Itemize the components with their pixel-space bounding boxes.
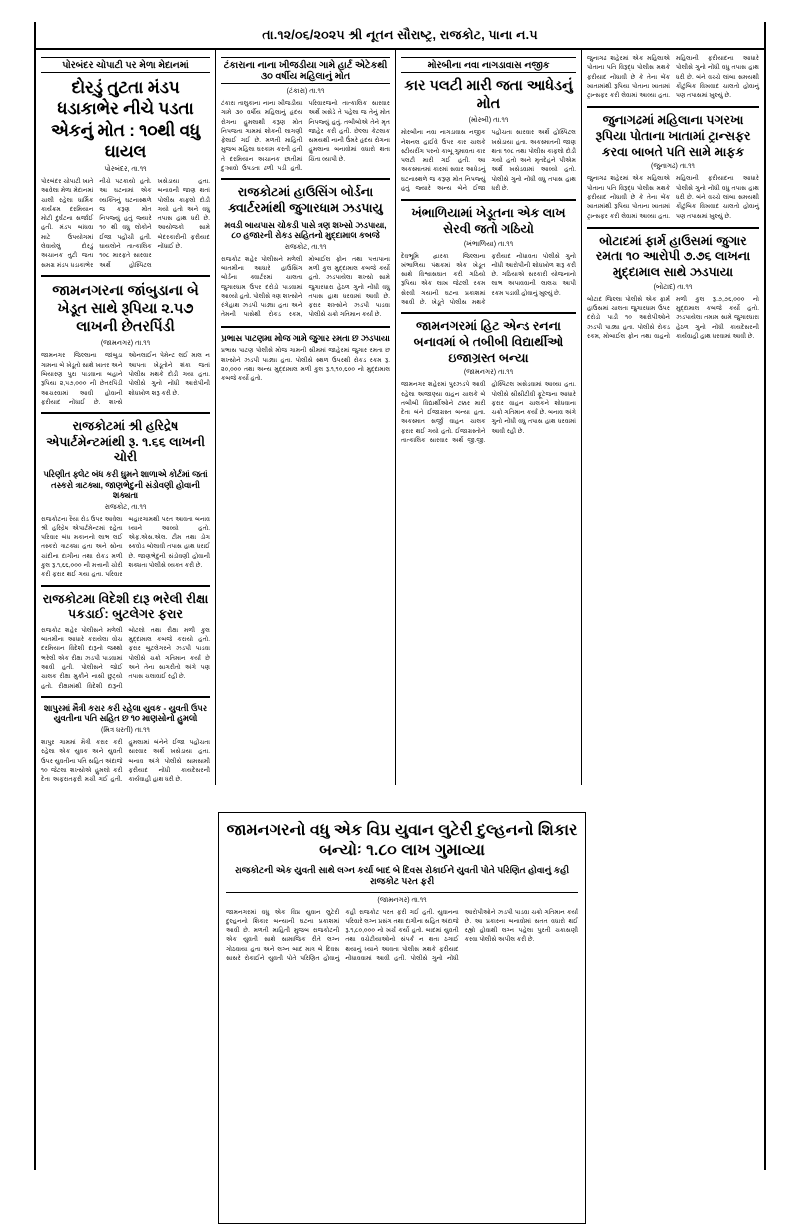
col3-headline: કાર પલટી મારી જતા આધેડનું મોત [404, 78, 573, 113]
col3-body-3 [401, 380, 576, 445]
divider [587, 227, 759, 229]
divider [221, 178, 390, 180]
divider [41, 275, 210, 277]
col3-byline-3: (જામનગર) તા.૧૧ [463, 369, 514, 377]
col1-text-1: પોરબંદર ચોપાટી ખાતે આવેલા મેળા મેદાનમાં ચાલી રહેલા ધાર્મિક કાર્યક્રમ દરમિયાન મોટી દુર્ઘટના સર્જાઈ હતી. મંડપ બાંધવા માટે ઉપયોગમાં લેવાયેલું દોરડું અચાનક તુટી જતા સમગ્ર મંડપ ધડાકાભેર નીચે પટકાયો હતો. આ ઘટનામાં એક વ્યક્તિનું ઘટનાસ્થળે જ કરૂણ મોત નિપજ્યું હતું જ્યારે ૧૦ થી વધુ લોકોને ઈજા પહોંચી હતી. ઘાયલોને તાત્કાલિક ૧૦૮ મારફતે સારવાર અર્થે હોસ્પિટલ ખસેડાયા હતા. બનાવની જાણ થતાં પોલીસ કાફલો દોડી ગયો હતો અને વધુ તપાસ હાથ ધરી છે. આયોજકો સામે બેદરકારીની ફરીયાદ નોંધાઈ છે. [41, 178, 210, 269]
col1-byline-2: (જામનગર) તા.૧૧ [100, 340, 151, 348]
col3-text-2: દેવભૂમિ દ્વારકા જિલ્લાના ખંભાળિયા પંથકમાં એક ખેડૂત સાથે વિશ્વાસઘાત કરી ગઠિયો રૂપિયા એક લાખ જેટલી રકમ સેરવી ગયાની ઘટના પ્રકાશમાં આવી છે. ખેડૂતે પોલીસ મથકે ફરીયાદ નોંધાવતા પોલીસે ગુનો નોંધી આરોપીની શોધખોળ શરૂ કરી છે. ગઠિયાએ સરકારી યોજનાનો લાભ અપાવવાની લાલચ આપી રકમ પડાવી હોવાનું ખુલ્યું છે. [401, 252, 576, 307]
col1-kicker: પોરબંદર ચોપાટી પર મેળા મેદાનમાં [41, 57, 210, 73]
col1-headline-2: જામનગરના જાંબુડાના બે ખેડૂત સાથે રૂપિયા ૨.૫૭ લાખની છેતરપિંડી [52, 282, 199, 336]
col1-byline: પોરબંદર, તા.૧૧ [104, 166, 147, 173]
col3-byline: (મોરબી) તા.૧૧ [468, 117, 509, 125]
col4-byline-2: (બોટાદ) તા.૧૧ [653, 283, 693, 291]
col4-byline-1: (જુનાગઢ) તા.૧૧ [651, 163, 695, 171]
divider [587, 106, 759, 108]
masthead-line: તા.૧૨/૦૬/૨૦૨૫ શ્રી નૂતન સૌરાષ્ટ્ર, રાજકોટ, પાના ન.૫ [36, 22, 764, 50]
col1-headline: દોરડું તુટતા મંડપ ધડાકાભેર નીચે પડતા એકનું મોત : ૧૦થી વધુ ઘાયલ [51, 78, 200, 161]
divider [401, 199, 576, 201]
col4-headline-1: જુનાગઢમાં મહિલાના પગરખા રૂપિયા પોતાના ખાતામાં ટ્રાન્સફર કરવા બાબતે પતિ સામે માફક [595, 113, 751, 159]
col3-kicker: મોરબીના નવા નાગડાવાસ નજીક [401, 57, 576, 73]
col2-text-2: રાજકોટ શહેર પોલીસને મળેલી બાતમીના આધારે હાઉસિંગ બોર્ડના ક્વાર્ટરમાં ચાલતા જુગારધામ ઉપર દરોડો પાડવામાં આવ્યો હતો. પોલીસે ત્રણ શખ્સોને રંગેહાથ ઝડપી પાડ્યા હતા અને તેમની પાસેથી રોકડ રકમ, મોબાઈલ ફોન તથા પત્તાપાના મળી કુલ મુદ્દામાલ કબજે કર્યો હતો. ઝડપાયેલા શખ્સો સામે જુગારધારા હેઠળ ગુનો નોંધી વધુ તપાસ હાથ ધરવામાં આવી છે. ફરાર શખ્સોને ઝડપી પાડવા પોલીસે ચક્રો ગતિમાન કર્યા છે. [221, 255, 390, 319]
bottom-feature-byline: (જામનગર) તા.૧૧ [377, 896, 427, 904]
column-1 [36, 50, 216, 785]
col2-body-3 [221, 346, 390, 383]
col3-text-1: મોરબીના નવા નાગડાવાસ નજીક નેશનલ હાઈવે ઉપર કાર ચાલકે સ્ટીયરીંગ પરનો કાબૂ ગુમાવતા કાર પલટી મારી ગઈ હતી. આ અકસ્માતમાં કારમાં સવાર આધેડનું ઘટનાસ્થળે જ કરૂણ મોત નિપજ્યું હતું જ્યારે અન્ય બેને ઈજા પહોંચતા સારવાર અર્થે હોસ્પિટલ ખસેડાયા હતા. અકસ્માતની જાણ થતા ૧૦૮ તથા પોલીસ કાફલો દોડી ગયો હતો અને મૃતદેહને પીએમ અર્થે ખસેડવામાં આવ્યો હતો. પોલીસે ગુનો નોંધી વધુ તપાસ હાથ ધરી છે. [401, 129, 576, 193]
col2-headline-3: પ્રભાસ પાટણમા મોજ ગામે જુગાર રમતા છ ઝડપાયા [221, 332, 390, 343]
col2-subhead-2: મવડી બાયપાસ ચોકડી પાસે ત્રણ શખ્સો ઝડપાયા, ૮૦ હજારની રોકડ સહિતનો મુદ્દામાલ કબજે [224, 219, 387, 241]
col1-body-3 [41, 515, 210, 580]
col2-body-1 [221, 99, 390, 173]
column-4 [582, 50, 764, 785]
newspaper-page [34, 22, 766, 1170]
column-2 [216, 50, 396, 785]
col4-body-lead [587, 54, 759, 101]
col4-text-1: જુનાગઢ શહેરમાં એક મહિલાએ પોતાના પતિ વિરૂદ્ધ પોલીસ મથકે ફરીયાદ નોંધાવી છે કે તેના બેંક ખાતામાંથી રૂપિયા પોતાના ખાતામાં ટ્રાન્સફર કરી લેવામાં આવ્યા હતા. મહિલાની ફરીયાદના આધારે પોલીસે ગુનો નોંધી વધુ તપાસ હાથ ધરી છે. બંને વચ્ચે લાંબા સમયથી કૌટુંબિક વિખવાદ ચાલતો હોવાનું પણ તપાસમાં ખુલ્યું છે. [587, 175, 759, 220]
col1-body-1 [41, 177, 210, 270]
bottom-feature-text: જામનગરમાં વધુ એક વિપ્ર યુવાન લુટેરી દુલ્હનનો શિકાર બન્યાની ઘટના પ્રકાશમાં આવી છે. મળતી માહિતી મુજબ રાજકોટની એક યુવતી સાથે સામાજિક રીતે લગ્ન ગોઠવાયા હતા અને લગ્ન બાદ માત્ર બે દિવસ સાસરે રોકાઈને યુવતી પોતે પરિણિત હોવાનું કહી રાજકોટ પરત ફરી ગઈ હતી. યુવાનના પરિવારે લગ્ન પ્રસંગ તથા દાગીના સહિત અંદાજે રૂ.૧,૮૦,૦૦૦ નો ખર્ચ કર્યો હતો. બાદમાં યુવતી તથા વચેટીયાઓનો સંપર્ક ન થતા ઠગાઈ થયાનું ધ્યાને આવતા પોલીસ મથકે ફરીયાદ નોંધાવવામાં આવી હતી. પોલીસે ગુનો નોંધી આરોપીઓને ઝડપી પાડવા ચક્રો ગતિમાન કર્યા છે. આ પ્રકારના બનાવોમાં સતત વધારો થઈ રહ્યો હોવાથી લગ્ન પહેલા પુરતી ચકાસણી કરવા પોલીસે અપીલ કરી છે. [226, 908, 578, 962]
col1-body-4 [41, 626, 210, 691]
col3-byline-2: (ખંભાળિયા) તા.૧૧ [463, 240, 514, 248]
col1-body-2 [41, 351, 210, 407]
col2-byline: (ટંકારા) તા.૧૧ [286, 88, 325, 95]
col4-text-lead: જુનાગઢ શહેરમાં એક મહિલાએ પોતાના પતિ વિરૂદ્ધ પોલીસ મથકે ફરીયાદ નોંધાવી છે કે તેના બેંક ખાતામાંથી રૂપિયા પોતાના ખાતામાં ટ્રાન્સફર કરી લેવામાં આવ્યા હતા. મહિલાની ફરીયાદના આધારે પોલીસે ગુનો નોંધી વધુ તપાસ હાથ ધરી છે. બંને વચ્ચે લાંબા સમયથી કૌટુંબિક વિખવાદ ચાલતો હોવાનું પણ તપાસમાં ખુલ્યું છે. [587, 55, 759, 100]
divider [226, 892, 578, 893]
bottom-feature-body [226, 908, 578, 1218]
col1-text-2: જામનગર જિલ્લાના જાંબુડા ગામના બે ખેડૂતો સાથે ખાતર અને બિયારણ પુરા પાડવાના બહાને રૂપિયા ૨,૫૭,૦૦૦ ની છેતરપિંડી આચરવામાં આવી હોવાની ફરીયાદ નોંધાઈ છે. શખ્સે ઓનલાઈન પેમેન્ટ લઈ માલ ન આપતા ખેડૂતોને શંકા જતાં પોલીસ મથકે દોડી ગયા હતા. પોલીસે ગુનો નોંધી આરોપીની શોધખોળ શરૂ કરી છે. [41, 352, 210, 406]
divider [41, 696, 210, 698]
col3-headline-2: ખંભાળિયામાં ખેડૂતના એક લાખ સેરવી જતો ગઠિયો [411, 206, 566, 236]
col3-body-2 [401, 252, 576, 308]
col2-text-3: પ્રભાસ પાટણ પોલીસે મોજ ગામની સીમમાં જાહેરમાં જુગાર રમતા છ શખ્સોને ઝડપી પાડ્યા હતા. પોલીસે સ્થળ ઉપરથી રોકડ રકમ રૂ. ૨૦,૦૦૦ તથા અન્ય મુદ્દામાલ મળી કુલ રૂ.૧,૧૦,૬૦૦ નો મુદ્દામાલ કબજે કર્યો હતો. [221, 347, 390, 383]
col4-body-2 [587, 295, 759, 342]
col3-text-3: જામનગર શહેરમાં પુરઝડપે આવી રહેલા અજાણ્યા વાહન ચાલકે બે તબીબી વિદ્યાર્થીઓને ટક્કર મારી દેતા બંને ઈજાગ્રસ્ત બન્યા હતા. અકસ્માત સર્જી વાહન ચાલક ફરાર થઈ ગયો હતો. ઈજાગ્રસ્તોને તાત્કાલિક સારવાર અર્થે જી.જી. હોસ્પિટલ ખસેડવામાં આવ્યા હતા. પોલીસે સીસીટીવી ફૂટેજના આધારે ફરાર વાહન ચાલકને શોધવાના ચક્રો ગતિમાન કર્યા છે. બનાવ અંગે ગુનો નોંધી વધુ તપાસ હાથ ધરવામાં આવી રહી છે. [401, 381, 576, 445]
divider [41, 585, 210, 587]
col1-headline-4: રાજકોટમા વિદેશી દારૂ ભરેલી રીક્ષા પકડાઈ: બુટલેગર ફરાર [42, 591, 209, 622]
col3-headline-3: જામનગરમાં હિટ એન્ડ રનના બનાવમાં બે તબીબી વિદ્યાર્થીઓ ઇજાગ્રસ્ત બન્યા [413, 319, 564, 365]
bottom-feature-headline: જામનગરનો વધુ એક વિપ્ર યુવાન લુટેરી દુલ્હનનો શિકાર બન્યોઃ ૧.૮૦ લાખ ગુમાવ્યા [226, 822, 578, 859]
col2-text-1: ટંકારા તાલુકાના નાના ખીજડીયા ગામે ૩૦ વર્ષીય મહિલાનું હૃદય રોગના હુમલાથી કરૂણ મોત નિપજતા ગામમાં શોકની લાગણી ફેલાઈ ગઈ છે. મળતી માહિતી મુજબ મહિલા ઘરકામ કરતી હતી તે દરમિયાન અચાનક છાતીમાં દુઃખાવો ઉપડતા ઢળી પડી હતી. પરિવારજનો તાત્કાલિક સારવાર અર્થે ખસેડે તે પહેલા જ તેનું મોત નિપજ્યું હતું. તબીબોએ તેને મૃત જાહેર કરી હતી. છેલ્લા કેટલાક સમયથી નાની ઉંમરે હૃદય રોગના હુમલાના બનાવોમાં વધારો થતા ચિંતા વ્યાપી છે. [221, 100, 390, 173]
col4-body-1 [587, 174, 759, 221]
col1-headline-3: રાજકોટમાં શ્રી હરિદ્રેષ એપાર્ટમેન્ટમાંથી રૂ. ૧.૬૬ લાખની ચોરી [46, 419, 205, 465]
col4-headline-2: બોટાદમાં ફાર્મ હાઉસમાં જુગાર રમતા ૧૦ આરોપી ૭.૭૬ લાખના મુદ્દામાલ સાથે ઝડપાયા [595, 233, 751, 280]
column-3 [396, 50, 582, 785]
bottom-feature [218, 812, 586, 1224]
col1-headline-5: શાપુરમાં મૈત્રી કરાર કરી રહેલા યુવક - યુવતી ઉપર યુવતીના પતિ સહિત છ ૧૦ માણસોનો હુમલો [43, 702, 208, 724]
col2-byline-2: રાજકોટ, તા.૧૧ [284, 243, 327, 251]
col1-subhead-3: પરિણીત ફ્લેટ બંધ કરી ઘુમને શાળાએ કોર્ટમાં જતાં તસ્કરો ત્રાટક્યા, જાણભેદુની સંડોવણી હોવાની શક્યતા [43, 469, 208, 500]
divider [41, 412, 210, 414]
columns-container [36, 50, 764, 785]
col3-body-1 [401, 128, 576, 194]
col1-byline-5: (મિત્ર ધરતી) તા.૧૧ [100, 726, 150, 734]
col2-body-2 [221, 255, 390, 321]
divider [401, 312, 576, 314]
bottom-feature-subhead: રાજકોટની એક યુવતી સાથે લગ્ન કર્યા બાદ બે દિવસ રોકાઈને યુવતી પોતે પરિણિત હોવાનું કહી રાજકોટ પરત ફરી [234, 865, 570, 887]
col4-text-2: બોટાદ જિલ્લા પોલીસે એક ફાર્મ હાઉસમાં ચાલતા જુગારધામ ઉપર દરોડો પાડી ૧૦ આરોપીઓને ઝડપી પાડ્યા હતા. પોલીસે રોકડ રકમ, મોબાઈલ ફોન તથા વાહનો મળી કુલ રૂ.૭,૭૬,૦૦૦ નો મુદ્દામાલ કબજે કર્યો હતો. ઝડપાયેલા તમામ સામે જુગારધારા હેઠળ ગુનો નોંધી કાયદેસરની કાર્યવાહી હાથ ધરવામાં આવી છે. [587, 295, 759, 340]
divider [221, 326, 390, 328]
col1-text-4: રાજકોટ શહેર પોલીસને મળેલી બાતમીના આધારે કરાયેલા વોચ દરમિયાન વિદેશી દારૂનો જથ્થો ભરેલી એક રીક્ષા ઝડપી પાડવામાં આવી હતી. પોલીસને જોઈ ચાલક રીક્ષા મુકીને નાસી છુટ્યો હતો. રીક્ષામાંથી વિદેશી દારૂની બોટલો તથા રીક્ષા મળી કુલ મુદ્દામાલ કબજે કરાયો હતો. ફરાર બુટલેગરને ઝડપી પાડવા પોલીસે ચક્રો ગતિમાન કર્યા છે અને તેના સાગરીતો અંગે પણ તપાસ ચલાવાઈ રહી છે. [41, 626, 210, 690]
col1-text-5: શાપુર ગામમાં મૈત્રી કરાર કરી રહેલા એક યુવક અને યુવતી ઉપર યુવતીના પતિ સહિત અંદાજે ૧૦ જેટલા શખ્સોએ હુમલો કરી દેતા અફરાતફરી મચી ગઈ હતી. હુમલામાં બંનેને ઈજા પહોંચતા સારવાર અર્થે ખસેડાયા હતા. બનાવ અંગે પોલીસે સામસામી ફરીયાદ નોંધી કાયદેસરની કાર્યવાહી હાથ ધરી છે. [41, 738, 210, 784]
col1-body-5 [41, 738, 210, 785]
col1-byline-3: રાજકોટ, તા.૧૧ [104, 503, 147, 511]
col1-text-3: રાજકોટના રૈયા રોડ ઉપર આવેલા શ્રી હરિદ્રેષ એપાર્ટમેન્ટમાં રહેતા પરિવાર બંધ મકાનનો લાભ લઈ તસ્કરો ત્રાટક્યા હતા અને સોના ચાંદીના દાગીના તથા રોકડ મળી કુલ રૂ.૧,૬૬,૦૦૦ ની મત્તાની ચોરી કરી ફરાર થઈ ગયા હતા. પરિવાર બહારગામથી પરત આવતા બનાવ ધ્યાને આવ્યો હતો. એફ.એસ.એલ. ટીમ તથા ડોગ સ્કવોડ બોલાવી તપાસ હાથ ધરાઈ છે. જાણભેદુની સંડોવણી હોવાની શક્યતા પોલીસે વ્યક્ત કરી છે. [41, 515, 210, 579]
col2-kicker: ટંકારાના નાના ખીજડીયા ગામે હાર્ટ એટેકથી ૩૦ વર્ષીય મહિલાનું મોત [221, 57, 390, 84]
col2-headline-2: રાજકોટમાં હાઉસિંગ બોર્ડના ક્વાર્ટરમાંથી જુગારધામ ઝડપાયુ [228, 185, 383, 215]
